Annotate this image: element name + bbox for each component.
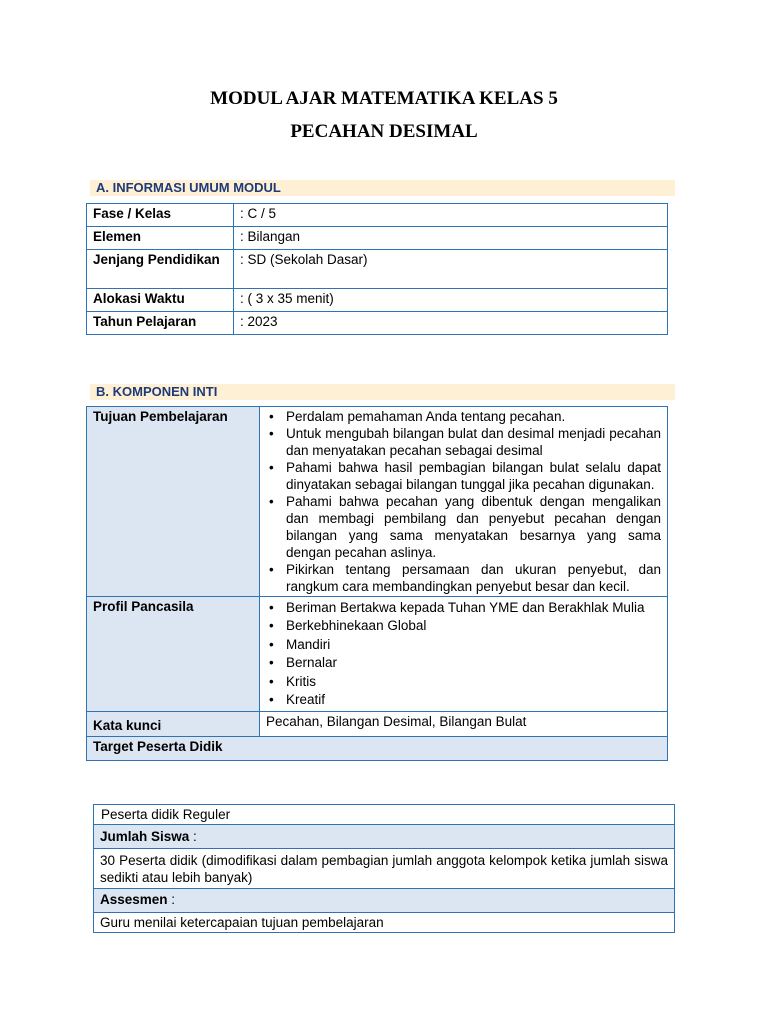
table-row [94, 913, 675, 933]
detail-table [93, 804, 675, 933]
info-value: : ( 3 x 35 menit) [234, 289, 668, 312]
section-a-heading: A. INFORMASI UMUM MODUL [90, 180, 675, 196]
assesmen-heading [94, 889, 675, 913]
list-item: • Kreatif [266, 691, 661, 710]
info-label: Jenjang Pendidikan [87, 250, 234, 289]
assesmen-colon: : [167, 892, 176, 907]
list-item: • Untuk mengubah bilangan bulat dan desimal menjadi pecahan dan menyatakan pecahan sebagai desimal [266, 425, 661, 459]
profil-cell [260, 597, 668, 712]
target-value: Peserta didik Reguler [94, 805, 675, 825]
table-row [94, 889, 675, 913]
info-table [86, 203, 668, 335]
table-row [87, 711, 668, 736]
table-row [87, 289, 668, 312]
list-item: • Beriman Bertakwa kepada Tuhan YME dan Berakhlak Mulia [266, 599, 661, 617]
assesmen-value: Guru menilai ketercapaian tujuan pembelajaran [94, 913, 675, 933]
table-row [87, 250, 668, 289]
table-row [87, 407, 668, 597]
table-row [94, 825, 675, 849]
list-item: • Pahami bahwa pecahan yang dibentuk dengan mengalikan dan membagi pembilang dan penyebut pecahan dengan bilangan yang sama menyatakan besarnya yang sama dengan pecahan aslinya. [266, 493, 661, 561]
info-label: Alokasi Waktu [87, 289, 234, 312]
info-value: : C / 5 [234, 204, 668, 227]
table-row [87, 736, 668, 760]
document-title: MODUL AJAR MATEMATIKA KELAS 5 [210, 88, 558, 109]
komponen-table [86, 406, 668, 761]
list-item: • Pahami bahwa hasil pembagian bilangan bulat selalu dapat dinyatakan sebagai bilangan tunggal jika pecahan digunakan. [266, 459, 661, 493]
list-item: • Mandiri [266, 636, 661, 655]
info-value: : SD (Sekolah Dasar) [234, 250, 668, 289]
jumlah-siswa-heading [94, 825, 675, 849]
info-label: Elemen [87, 227, 234, 250]
tujuan-list [266, 408, 661, 595]
list-item: • Kritis [266, 673, 661, 692]
list-item: • Bernalar [266, 654, 661, 673]
list-item: • Pikirkan tentang persamaan dan ukuran penyebut, dan rangkum cara membandingkan penyebut besar dan kecil. [266, 561, 661, 595]
document-subtitle: PECAHAN DESIMAL [290, 121, 478, 142]
target-label: Target Peserta Didik [87, 736, 668, 760]
info-value: : Bilangan [234, 227, 668, 250]
assesmen-label: Assesmen [100, 892, 168, 907]
kata-kunci-value: Pecahan, Bilangan Desimal, Bilangan Bulat [260, 711, 668, 736]
profil-label: Profil Pancasila [87, 597, 260, 712]
tujuan-cell [260, 407, 668, 597]
info-value: : 2023 [234, 312, 668, 335]
jumlah-siswa-colon: : [189, 829, 197, 844]
list-item: • Berkebhinekaan Global [266, 617, 661, 636]
list-item: • Perdalam pemahaman Anda tentang pecahan. [266, 408, 661, 425]
tujuan-label: Tujuan Pembelajaran [87, 407, 260, 597]
table-row [94, 805, 675, 825]
kata-kunci-label: Kata kunci [87, 711, 260, 736]
info-label: Tahun Pelajaran [87, 312, 234, 335]
table-row [94, 849, 675, 889]
info-label: Fase / Kelas [87, 204, 234, 227]
table-row [87, 597, 668, 712]
table-row [87, 227, 668, 250]
profil-list [266, 599, 661, 710]
jumlah-siswa-label: Jumlah Siswa [100, 829, 190, 844]
jumlah-siswa-value: 30 Peserta didik (dimodifikasi dalam pembagian jumlah anggota kelompok ketika jumlah siswa sedikti atau lebih banyak) [94, 849, 675, 889]
table-row [87, 204, 668, 227]
section-b-heading: B. KOMPONEN INTI [90, 384, 675, 400]
table-row [87, 312, 668, 335]
